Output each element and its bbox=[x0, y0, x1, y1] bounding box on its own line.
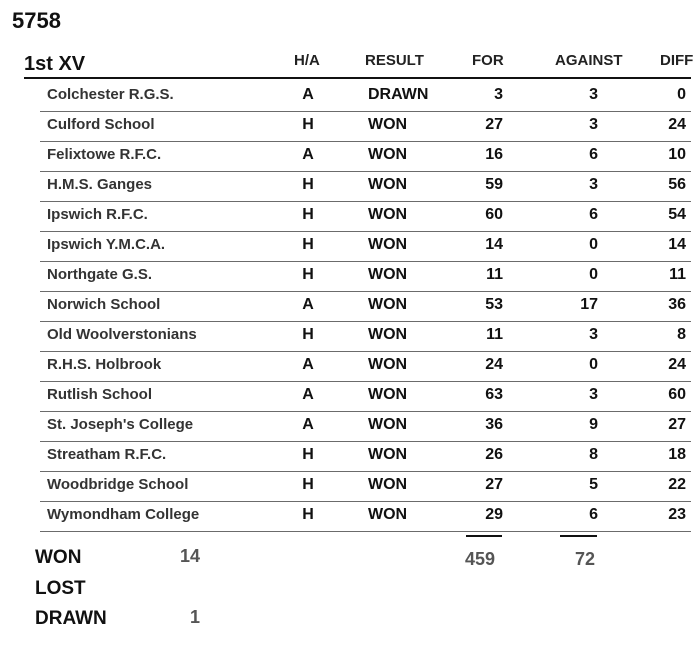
table-row bbox=[0, 382, 695, 412]
home-away: H bbox=[302, 176, 314, 193]
points-diff: 23 bbox=[668, 506, 686, 523]
points-for: 11 bbox=[486, 266, 503, 283]
points-for: 59 bbox=[485, 176, 503, 193]
opponent-name: Northgate G.S. bbox=[47, 266, 153, 283]
against-total-rule bbox=[560, 535, 597, 537]
match-result: WON bbox=[368, 296, 408, 313]
points-for: 24 bbox=[485, 356, 503, 373]
points-for: 63 bbox=[485, 386, 503, 403]
points-for: 27 bbox=[485, 116, 503, 133]
home-away: A bbox=[302, 86, 314, 103]
points-against: 3 bbox=[589, 386, 598, 403]
match-result: WON bbox=[368, 386, 408, 403]
match-result: WON bbox=[368, 266, 408, 283]
points-diff: 24 bbox=[668, 116, 686, 133]
match-result: WON bbox=[368, 146, 408, 163]
points-for: 11 bbox=[486, 326, 503, 343]
opponent-name: Norwich School bbox=[47, 296, 161, 313]
table-row bbox=[0, 292, 695, 322]
match-result: WON bbox=[368, 506, 408, 523]
summary-drawn-value: 1 bbox=[190, 607, 201, 627]
opponent-name: Old Woolverstonians bbox=[47, 326, 197, 343]
points-for: 3 bbox=[494, 86, 503, 103]
home-away: H bbox=[302, 206, 314, 223]
summary-won-label: WON bbox=[35, 547, 82, 568]
home-away: H bbox=[302, 116, 314, 133]
home-away: A bbox=[302, 146, 314, 163]
home-away: A bbox=[302, 386, 314, 403]
points-diff: 22 bbox=[668, 476, 686, 493]
points-against: 17 bbox=[580, 296, 598, 313]
opponent-name: St. Joseph's College bbox=[47, 416, 194, 433]
points-against: 6 bbox=[589, 146, 598, 163]
points-against: 0 bbox=[589, 236, 598, 253]
header-for: FOR bbox=[472, 52, 504, 69]
home-away: H bbox=[302, 266, 314, 283]
points-against: 3 bbox=[589, 176, 598, 193]
match-result: WON bbox=[368, 206, 408, 223]
points-diff: 56 bbox=[668, 176, 686, 193]
table-row bbox=[0, 262, 695, 292]
points-for: 27 bbox=[485, 476, 503, 493]
table-row bbox=[0, 232, 695, 262]
home-away: H bbox=[302, 476, 314, 493]
points-diff: 24 bbox=[668, 356, 686, 373]
points-for: 29 bbox=[485, 506, 503, 523]
home-away: A bbox=[302, 416, 314, 433]
home-away: H bbox=[302, 236, 314, 253]
match-result: WON bbox=[368, 476, 408, 493]
table-row bbox=[0, 172, 695, 202]
points-diff: 36 bbox=[668, 296, 686, 313]
match-result: WON bbox=[368, 116, 408, 133]
points-against: 3 bbox=[589, 86, 598, 103]
points-diff: 14 bbox=[668, 236, 686, 253]
table-row bbox=[0, 442, 695, 472]
opponent-name: Streatham R.F.C. bbox=[47, 446, 167, 463]
opponent-name: Colchester R.G.S. bbox=[47, 86, 174, 103]
match-result: WON bbox=[368, 176, 408, 193]
points-against: 0 bbox=[589, 356, 598, 373]
points-against: 6 bbox=[589, 206, 598, 223]
table-row bbox=[0, 142, 695, 172]
for-total-rule bbox=[466, 535, 502, 537]
points-diff: 60 bbox=[668, 386, 686, 403]
opponent-name: R.H.S. Holbrook bbox=[47, 356, 162, 373]
document-id: 5758 bbox=[12, 8, 61, 33]
points-against: 5 bbox=[589, 476, 598, 493]
points-diff: 10 bbox=[668, 146, 686, 163]
table-row bbox=[0, 112, 695, 142]
opponent-name: Ipswich R.F.C. bbox=[47, 206, 148, 223]
opponent-name: H.M.S. Ganges bbox=[47, 176, 153, 193]
table-row bbox=[0, 412, 695, 442]
header-ha: H/A bbox=[294, 52, 320, 69]
match-result: WON bbox=[368, 446, 408, 463]
header-rule bbox=[24, 77, 691, 79]
points-for: 16 bbox=[485, 146, 503, 163]
opponent-name: Rutlish School bbox=[47, 386, 152, 403]
points-diff: 8 bbox=[677, 326, 686, 343]
table-row bbox=[0, 352, 695, 382]
points-diff: 0 bbox=[677, 86, 686, 103]
match-result: WON bbox=[368, 326, 408, 343]
points-for: 14 bbox=[485, 236, 503, 253]
opponent-name: Ipswich Y.M.C.A. bbox=[47, 236, 166, 253]
total-against: 72 bbox=[575, 549, 596, 569]
points-for: 36 bbox=[485, 416, 503, 433]
points-diff: 18 bbox=[668, 446, 686, 463]
points-diff: 27 bbox=[668, 416, 686, 433]
home-away: A bbox=[302, 356, 314, 373]
points-against: 0 bbox=[589, 266, 598, 283]
points-diff: 11 bbox=[669, 266, 686, 283]
points-against: 3 bbox=[589, 116, 598, 133]
points-diff: 54 bbox=[668, 206, 686, 223]
total-for: 459 bbox=[465, 549, 496, 569]
points-against: 3 bbox=[589, 326, 598, 343]
results-table bbox=[0, 82, 695, 532]
summary-won-value: 14 bbox=[180, 546, 201, 566]
table-row bbox=[0, 202, 695, 232]
opponent-name: Felixtowe R.F.C. bbox=[47, 146, 162, 163]
table-row bbox=[0, 472, 695, 502]
opponent-name: Woodbridge School bbox=[47, 476, 189, 493]
opponent-name: Culford School bbox=[47, 116, 155, 133]
header-result: RESULT bbox=[365, 52, 424, 69]
table-row bbox=[0, 82, 695, 112]
home-away: H bbox=[302, 446, 314, 463]
team-name: 1st XV bbox=[24, 53, 86, 75]
header-diff: DIFF bbox=[660, 52, 694, 69]
match-result: WON bbox=[368, 236, 408, 253]
home-away: A bbox=[302, 296, 314, 313]
header-against: AGAINST bbox=[555, 52, 623, 69]
table-row bbox=[0, 502, 695, 532]
row-divider bbox=[40, 531, 691, 532]
points-for: 60 bbox=[485, 206, 503, 223]
points-against: 9 bbox=[589, 416, 598, 433]
match-result: WON bbox=[368, 416, 408, 433]
match-result: WON bbox=[368, 356, 408, 373]
opponent-name: Wymondham College bbox=[47, 506, 200, 523]
points-against: 6 bbox=[589, 506, 598, 523]
table-row bbox=[0, 322, 695, 352]
points-for: 26 bbox=[485, 446, 503, 463]
match-result: DRAWN bbox=[368, 86, 429, 103]
points-against: 8 bbox=[589, 446, 598, 463]
points-for: 53 bbox=[485, 296, 503, 313]
summary-lost-label: LOST bbox=[35, 578, 86, 599]
summary-drawn-label: DRAWN bbox=[35, 608, 107, 629]
home-away: H bbox=[302, 506, 314, 523]
home-away: H bbox=[302, 326, 314, 343]
